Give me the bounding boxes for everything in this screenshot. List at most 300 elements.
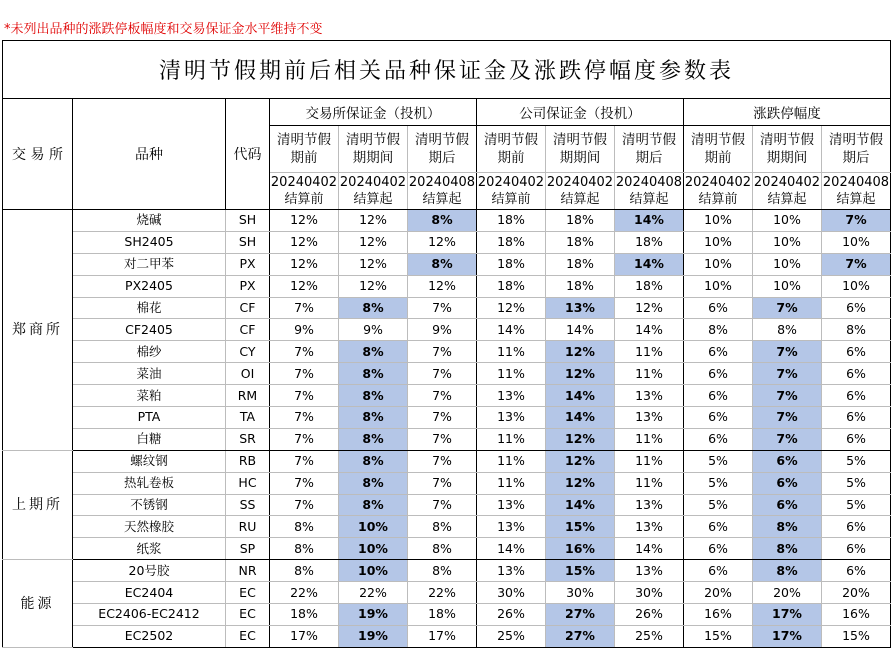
period-line2: 期后 xyxy=(635,150,663,166)
value-cell: 16% xyxy=(822,604,891,626)
period-line1: 清明节假 xyxy=(346,132,400,148)
margin-limit-table xyxy=(2,40,891,648)
value-cell: 12% xyxy=(270,253,339,275)
product-name: 白糖 xyxy=(73,428,226,450)
period-date-note: 结算起 xyxy=(353,192,393,207)
value-cell: 12% xyxy=(546,363,615,385)
value-cell: 11% xyxy=(477,341,546,363)
period-date xyxy=(477,173,546,210)
table-row xyxy=(3,363,891,385)
value-cell: 10% xyxy=(822,231,891,253)
value-cell: 7% xyxy=(270,472,339,494)
value-cell: 13% xyxy=(615,407,684,429)
product-code: SH xyxy=(226,231,270,253)
table-row xyxy=(3,385,891,407)
value-cell: 5% xyxy=(822,450,891,472)
product-code: SS xyxy=(226,494,270,516)
product-code: PX xyxy=(226,253,270,275)
value-cell: 7% xyxy=(408,407,477,429)
period-line1: 清明节假 xyxy=(415,132,469,148)
value-cell: 12% xyxy=(339,275,408,297)
value-cell: 6% xyxy=(822,363,891,385)
period-date-note: 结算起 xyxy=(422,192,462,207)
product-code: CY xyxy=(226,341,270,363)
value-cell: 12% xyxy=(546,472,615,494)
product-name: EC2406-EC2412 xyxy=(73,604,226,626)
table-row xyxy=(3,560,891,582)
value-cell: 11% xyxy=(477,428,546,450)
table-row xyxy=(3,210,891,232)
value-cell: 7% xyxy=(408,450,477,472)
product-code: RB xyxy=(226,450,270,472)
value-cell: 7% xyxy=(270,363,339,385)
value-cell: 30% xyxy=(477,582,546,604)
product-name: EC2502 xyxy=(73,625,226,647)
value-cell: 10% xyxy=(339,538,408,560)
value-cell: 20% xyxy=(684,582,753,604)
period-header xyxy=(477,126,546,173)
table-title: 清明节假期前后相关品种保证金及涨跌停幅度参数表 xyxy=(3,41,891,99)
value-cell: 12% xyxy=(339,253,408,275)
exchange-name: 郑商所 xyxy=(3,210,73,451)
value-cell: 13% xyxy=(615,494,684,516)
value-cell: 6% xyxy=(822,428,891,450)
value-cell: 8% xyxy=(339,472,408,494)
value-cell: 7% xyxy=(822,253,891,275)
value-cell: 12% xyxy=(270,210,339,232)
table-row xyxy=(3,494,891,516)
period-date-note: 结算前 xyxy=(284,192,324,207)
value-cell: 6% xyxy=(684,297,753,319)
value-cell: 8% xyxy=(339,341,408,363)
product-code: CF xyxy=(226,319,270,341)
value-cell: 7% xyxy=(753,363,822,385)
value-cell: 7% xyxy=(408,341,477,363)
period-line2: 期期间 xyxy=(766,150,808,166)
product-code: NR xyxy=(226,560,270,582)
product-code: RU xyxy=(226,516,270,538)
value-cell: 7% xyxy=(408,472,477,494)
value-cell: 6% xyxy=(753,472,822,494)
value-cell: 22% xyxy=(339,582,408,604)
value-cell: 18% xyxy=(546,210,615,232)
value-cell: 14% xyxy=(546,385,615,407)
value-cell: 11% xyxy=(477,472,546,494)
value-cell: 18% xyxy=(477,275,546,297)
value-cell: 7% xyxy=(753,428,822,450)
value-cell: 18% xyxy=(615,275,684,297)
value-cell: 7% xyxy=(753,297,822,319)
product-name: 菜油 xyxy=(73,363,226,385)
period-line2: 期后 xyxy=(428,150,456,166)
exchange-name: 上期所 xyxy=(3,450,73,559)
value-cell: 18% xyxy=(477,231,546,253)
product-code: EC xyxy=(226,604,270,626)
value-cell: 6% xyxy=(822,385,891,407)
product-name: 菜粕 xyxy=(73,385,226,407)
period-date-value: 20240402 xyxy=(684,175,752,190)
period-line1: 清明节假 xyxy=(760,132,814,148)
period-line2: 期前 xyxy=(704,150,732,166)
value-cell: 14% xyxy=(477,319,546,341)
value-cell: 17% xyxy=(270,625,339,647)
value-cell: 13% xyxy=(546,297,615,319)
value-cell: 12% xyxy=(408,231,477,253)
period-date xyxy=(546,173,615,210)
value-cell: 6% xyxy=(684,428,753,450)
value-cell: 10% xyxy=(822,275,891,297)
period-date-value: 20240402 xyxy=(753,175,821,190)
value-cell: 8% xyxy=(753,538,822,560)
period-header xyxy=(684,126,753,173)
value-cell: 10% xyxy=(339,560,408,582)
value-cell: 12% xyxy=(408,275,477,297)
value-cell: 9% xyxy=(339,319,408,341)
value-cell: 10% xyxy=(684,231,753,253)
value-cell: 5% xyxy=(684,450,753,472)
value-cell: 12% xyxy=(615,297,684,319)
value-cell: 27% xyxy=(546,625,615,647)
value-cell: 26% xyxy=(615,604,684,626)
value-cell: 7% xyxy=(270,341,339,363)
value-cell: 6% xyxy=(684,538,753,560)
value-cell: 8% xyxy=(339,450,408,472)
period-date-value: 20240408 xyxy=(822,175,890,190)
value-cell: 12% xyxy=(546,341,615,363)
value-cell: 15% xyxy=(822,625,891,647)
value-cell: 15% xyxy=(684,625,753,647)
table-row xyxy=(3,253,891,275)
header-exchange: 交 易 所 xyxy=(3,99,73,210)
value-cell: 10% xyxy=(684,253,753,275)
value-cell: 7% xyxy=(270,450,339,472)
period-line2: 期前 xyxy=(290,150,318,166)
value-cell: 6% xyxy=(684,560,753,582)
period-line2: 期期间 xyxy=(559,150,601,166)
product-code: HC xyxy=(226,472,270,494)
value-cell: 7% xyxy=(753,385,822,407)
value-cell: 14% xyxy=(546,319,615,341)
value-cell: 18% xyxy=(477,253,546,275)
value-cell: 19% xyxy=(339,604,408,626)
product-name: SH2405 xyxy=(73,231,226,253)
value-cell: 27% xyxy=(546,604,615,626)
period-line1: 清明节假 xyxy=(277,132,331,148)
value-cell: 8% xyxy=(339,385,408,407)
value-cell: 14% xyxy=(546,494,615,516)
value-cell: 12% xyxy=(546,450,615,472)
value-cell: 8% xyxy=(339,494,408,516)
value-cell: 12% xyxy=(546,428,615,450)
value-cell: 13% xyxy=(477,407,546,429)
value-cell: 8% xyxy=(339,297,408,319)
table-row xyxy=(3,538,891,560)
value-cell: 7% xyxy=(270,407,339,429)
value-cell: 15% xyxy=(546,516,615,538)
table-row xyxy=(3,231,891,253)
value-cell: 11% xyxy=(615,450,684,472)
value-cell: 8% xyxy=(339,428,408,450)
table-row xyxy=(3,516,891,538)
value-cell: 13% xyxy=(477,494,546,516)
value-cell: 5% xyxy=(822,472,891,494)
value-cell: 14% xyxy=(615,538,684,560)
value-cell: 7% xyxy=(270,385,339,407)
product-code: EC xyxy=(226,625,270,647)
value-cell: 25% xyxy=(477,625,546,647)
value-cell: 18% xyxy=(408,604,477,626)
value-cell: 8% xyxy=(270,516,339,538)
value-cell: 7% xyxy=(753,341,822,363)
value-cell: 18% xyxy=(546,275,615,297)
group-exchange-margin: 交易所保证金（投机） xyxy=(270,99,477,126)
value-cell: 12% xyxy=(339,231,408,253)
product-name: 烧碱 xyxy=(73,210,226,232)
product-code: CF xyxy=(226,297,270,319)
table-row xyxy=(3,297,891,319)
value-cell: 10% xyxy=(684,210,753,232)
product-name: PX2405 xyxy=(73,275,226,297)
value-cell: 7% xyxy=(753,407,822,429)
period-date xyxy=(408,173,477,210)
period-line1: 清明节假 xyxy=(691,132,745,148)
value-cell: 19% xyxy=(339,625,408,647)
value-cell: 6% xyxy=(822,407,891,429)
value-cell: 17% xyxy=(753,604,822,626)
value-cell: 6% xyxy=(753,494,822,516)
value-cell: 8% xyxy=(753,560,822,582)
table-row xyxy=(3,319,891,341)
table-row xyxy=(3,428,891,450)
value-cell: 10% xyxy=(753,275,822,297)
period-date-value: 20240408 xyxy=(408,175,476,190)
value-cell: 11% xyxy=(615,341,684,363)
product-code: OI xyxy=(226,363,270,385)
value-cell: 6% xyxy=(822,341,891,363)
value-cell: 6% xyxy=(822,538,891,560)
period-header xyxy=(615,126,684,173)
table-row xyxy=(3,472,891,494)
value-cell: 13% xyxy=(615,385,684,407)
value-cell: 9% xyxy=(270,319,339,341)
product-code: TA xyxy=(226,407,270,429)
value-cell: 5% xyxy=(822,494,891,516)
value-cell: 8% xyxy=(408,210,477,232)
value-cell: 10% xyxy=(684,275,753,297)
value-cell: 8% xyxy=(684,319,753,341)
value-cell: 5% xyxy=(684,472,753,494)
period-header xyxy=(822,126,891,173)
value-cell: 8% xyxy=(408,253,477,275)
table-row xyxy=(3,625,891,647)
product-name: 棉花 xyxy=(73,297,226,319)
period-date-note: 结算前 xyxy=(491,192,531,207)
value-cell: 13% xyxy=(477,516,546,538)
value-cell: 30% xyxy=(546,582,615,604)
period-date xyxy=(270,173,339,210)
period-line2: 期后 xyxy=(842,150,870,166)
value-cell: 15% xyxy=(546,560,615,582)
product-name: EC2404 xyxy=(73,582,226,604)
value-cell: 14% xyxy=(615,319,684,341)
period-header xyxy=(408,126,477,173)
value-cell: 7% xyxy=(270,428,339,450)
value-cell: 12% xyxy=(339,210,408,232)
value-cell: 26% xyxy=(477,604,546,626)
period-date-value: 20240402 xyxy=(477,175,545,190)
footnote: *未列出品种的涨跌停板幅度和交易保证金水平维持不变 xyxy=(4,22,323,37)
value-cell: 7% xyxy=(408,385,477,407)
value-cell: 18% xyxy=(546,253,615,275)
period-header xyxy=(270,126,339,173)
value-cell: 5% xyxy=(684,494,753,516)
value-cell: 11% xyxy=(615,428,684,450)
value-cell: 22% xyxy=(408,582,477,604)
value-cell: 17% xyxy=(408,625,477,647)
value-cell: 17% xyxy=(753,625,822,647)
period-date xyxy=(684,173,753,210)
value-cell: 11% xyxy=(477,363,546,385)
group-price-limit: 涨跌停幅度 xyxy=(684,99,891,126)
value-cell: 7% xyxy=(408,363,477,385)
product-name: 20号胶 xyxy=(73,560,226,582)
value-cell: 18% xyxy=(615,231,684,253)
value-cell: 10% xyxy=(753,253,822,275)
value-cell: 6% xyxy=(822,516,891,538)
period-date-note: 结算起 xyxy=(560,192,600,207)
value-cell: 7% xyxy=(270,494,339,516)
value-cell: 25% xyxy=(615,625,684,647)
product-code: SP xyxy=(226,538,270,560)
value-cell: 13% xyxy=(615,560,684,582)
value-cell: 6% xyxy=(753,450,822,472)
value-cell: 6% xyxy=(684,363,753,385)
product-code: SH xyxy=(226,210,270,232)
value-cell: 7% xyxy=(822,210,891,232)
table-row xyxy=(3,407,891,429)
value-cell: 8% xyxy=(822,319,891,341)
value-cell: 7% xyxy=(408,297,477,319)
value-cell: 6% xyxy=(684,341,753,363)
header-code: 代码 xyxy=(226,99,270,210)
product-name: 天然橡胶 xyxy=(73,516,226,538)
product-name: PTA xyxy=(73,407,226,429)
period-date xyxy=(339,173,408,210)
period-date-value: 20240402 xyxy=(339,175,407,190)
product-code: EC xyxy=(226,582,270,604)
value-cell: 16% xyxy=(546,538,615,560)
value-cell: 11% xyxy=(615,472,684,494)
period-header xyxy=(339,126,408,173)
period-header xyxy=(753,126,822,173)
value-cell: 14% xyxy=(546,407,615,429)
value-cell: 12% xyxy=(270,275,339,297)
period-line2: 期期间 xyxy=(352,150,394,166)
table-row xyxy=(3,341,891,363)
table-row xyxy=(3,275,891,297)
value-cell: 18% xyxy=(477,210,546,232)
value-cell: 7% xyxy=(270,297,339,319)
value-cell: 12% xyxy=(270,231,339,253)
value-cell: 6% xyxy=(684,407,753,429)
period-date xyxy=(753,173,822,210)
product-code: PX xyxy=(226,275,270,297)
value-cell: 8% xyxy=(753,319,822,341)
product-name: 棉纱 xyxy=(73,341,226,363)
group-company-margin: 公司保证金（投机） xyxy=(477,99,684,126)
value-cell: 22% xyxy=(270,582,339,604)
period-line2: 期前 xyxy=(497,150,525,166)
product-code: RM xyxy=(226,385,270,407)
value-cell: 6% xyxy=(822,297,891,319)
value-cell: 13% xyxy=(615,516,684,538)
value-cell: 7% xyxy=(408,494,477,516)
period-date xyxy=(615,173,684,210)
value-cell: 8% xyxy=(270,538,339,560)
header-product: 品种 xyxy=(73,99,226,210)
table-row xyxy=(3,582,891,604)
value-cell: 8% xyxy=(408,538,477,560)
value-cell: 16% xyxy=(684,604,753,626)
value-cell: 30% xyxy=(615,582,684,604)
value-cell: 14% xyxy=(477,538,546,560)
value-cell: 20% xyxy=(822,582,891,604)
period-date-value: 20240408 xyxy=(615,175,683,190)
period-date-value: 20240402 xyxy=(546,175,614,190)
value-cell: 6% xyxy=(684,516,753,538)
product-code: SR xyxy=(226,428,270,450)
value-cell: 9% xyxy=(408,319,477,341)
value-cell: 13% xyxy=(477,560,546,582)
period-date-note: 结算前 xyxy=(698,192,738,207)
value-cell: 14% xyxy=(615,210,684,232)
product-name: 螺纹钢 xyxy=(73,450,226,472)
value-cell: 6% xyxy=(684,385,753,407)
period-date-note: 结算起 xyxy=(767,192,807,207)
value-cell: 8% xyxy=(408,560,477,582)
period-header xyxy=(546,126,615,173)
product-name: 纸浆 xyxy=(73,538,226,560)
value-cell: 8% xyxy=(753,516,822,538)
value-cell: 10% xyxy=(753,210,822,232)
value-cell: 14% xyxy=(615,253,684,275)
value-cell: 18% xyxy=(546,231,615,253)
product-name: 对二甲苯 xyxy=(73,253,226,275)
value-cell: 8% xyxy=(339,407,408,429)
value-cell: 8% xyxy=(270,560,339,582)
table-row xyxy=(3,604,891,626)
period-date-note: 结算起 xyxy=(836,192,876,207)
period-date-note: 结算起 xyxy=(629,192,669,207)
value-cell: 10% xyxy=(753,231,822,253)
value-cell: 6% xyxy=(822,560,891,582)
value-cell: 13% xyxy=(477,385,546,407)
exchange-name: 能源 xyxy=(3,560,73,648)
value-cell: 12% xyxy=(477,297,546,319)
period-line1: 清明节假 xyxy=(829,132,883,148)
product-name: 热轧卷板 xyxy=(73,472,226,494)
product-name: CF2405 xyxy=(73,319,226,341)
value-cell: 20% xyxy=(753,582,822,604)
period-line1: 清明节假 xyxy=(484,132,538,148)
value-cell: 11% xyxy=(477,450,546,472)
period-line1: 清明节假 xyxy=(553,132,607,148)
product-name: 不锈钢 xyxy=(73,494,226,516)
table-row xyxy=(3,450,891,472)
period-date xyxy=(822,173,891,210)
value-cell: 7% xyxy=(408,428,477,450)
value-cell: 18% xyxy=(270,604,339,626)
